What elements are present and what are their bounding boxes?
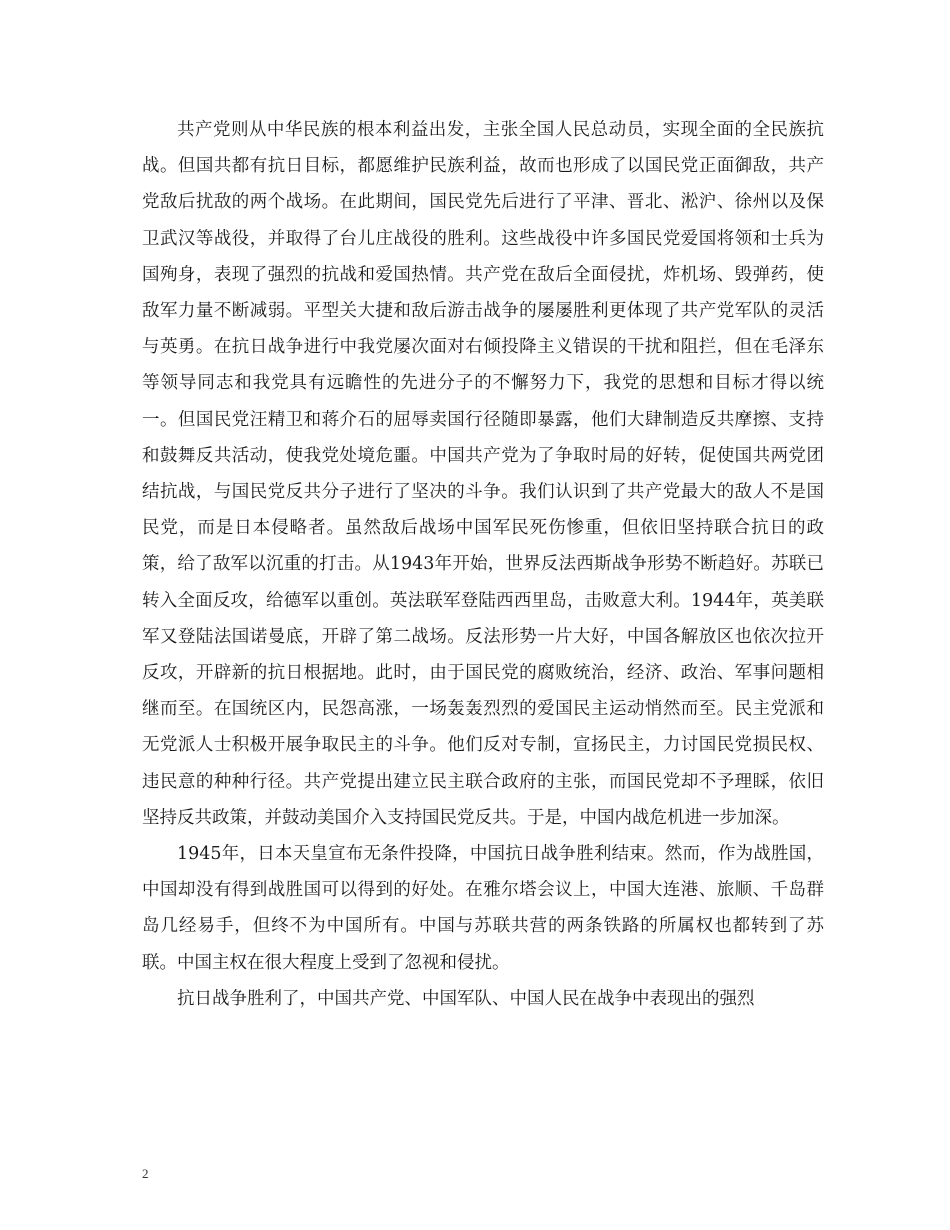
paragraph-2: 1945年，日本天皇宣布无条件投降，中国抗日战争胜利结束。然而，作为战胜国，中国却没有得到战胜国可以得到的好处。在雅尔塔会议上，中国大连港、旅顺、千岛群岛几经易手，但终不为中国所有。中国与苏联共营的两条铁路的所属权也都转到了苏联。中国主权在很大程度上受到了忽视和侵扰。 xyxy=(142,844,824,973)
paragraph-1: 共产党则从中华民族的根本利益出发，主张全国人民总动员，实现全面的全民族抗战。但国共都有抗日目标，都愿维护民族利益，故而也形成了以国民党正面御敌，共产党敌后扰敌的两个战场。在此期间，国民党先后进行了平津、晋北、淞沪、徐州以及保卫武汉等战役，并取得了台儿庄战役的胜利。这些战役中许多国民党爱国将领和士兵为国殉身，表现了强烈的抗战和爱国热情。共产党在敌后全面侵扰，炸机场、毁弹药，使敌军力量不断减弱。平型关大捷和敌后游击战争的屡屡胜利更体现了共产党军队的灵活与英勇。在抗日战争进行中我党屡次面对右倾投降主义错误的干扰和阻拦，但在毛泽东等领导同志和我党具有远瞻性的先进分子的不懈努力下，我党的思想和目标才得以统一。但国民党汪精卫和蒋介石的屈辱卖国行径随即暴露，他们大肆制造反共摩擦、支持和鼓舞反共活动，使我党处境危噩。中国共产党为了争取时局的好转，促使国共两党团结抗战，与国民党反共分子进行了坚决的斗争。我们认识到了共产党最大的敌人不是国民党，而是日本侵略者。虽然敌后战场中国军民死伤惨重，但依旧坚持联合抗日的政策，给了敌军以沉重的打击。从1943年开始，世界反法西斯战争形势不断趋好。苏联已转入全面反攻，给德军以重创。英法联军登陆西西里岛，击败意大利。1944年，英美联军又登陆法国诺曼底，开辟了第二战场。反法形势一片大好，中国各解放区也依次拉开反攻，开辟新的抗日根据地。此时，由于国民党的腐败统治，经济、政治、军事问题相继而至。在国统区内，民怨高涨，一场轰轰烈烈的爱国民主运动悄然而至。民主党派和无党派人士积极开展争取民主的斗争。他们反对专制，宣扬民主，力讨国民党损民权、违民意的种种行径。共产党提出建立民主联合政府的主张，而国民党却不予理睬，依旧坚持反共政策，并鼓动美国介入支持国民党反共。于是，中国内战危机进一步加深。 xyxy=(142,120,824,828)
body-text xyxy=(142,112,824,1017)
paragraph-3: 抗日战争胜利了，中国共产党、中国军队、中国人民在战争中表现出的强烈 xyxy=(177,988,755,1009)
page-number: 2 xyxy=(142,1166,149,1181)
